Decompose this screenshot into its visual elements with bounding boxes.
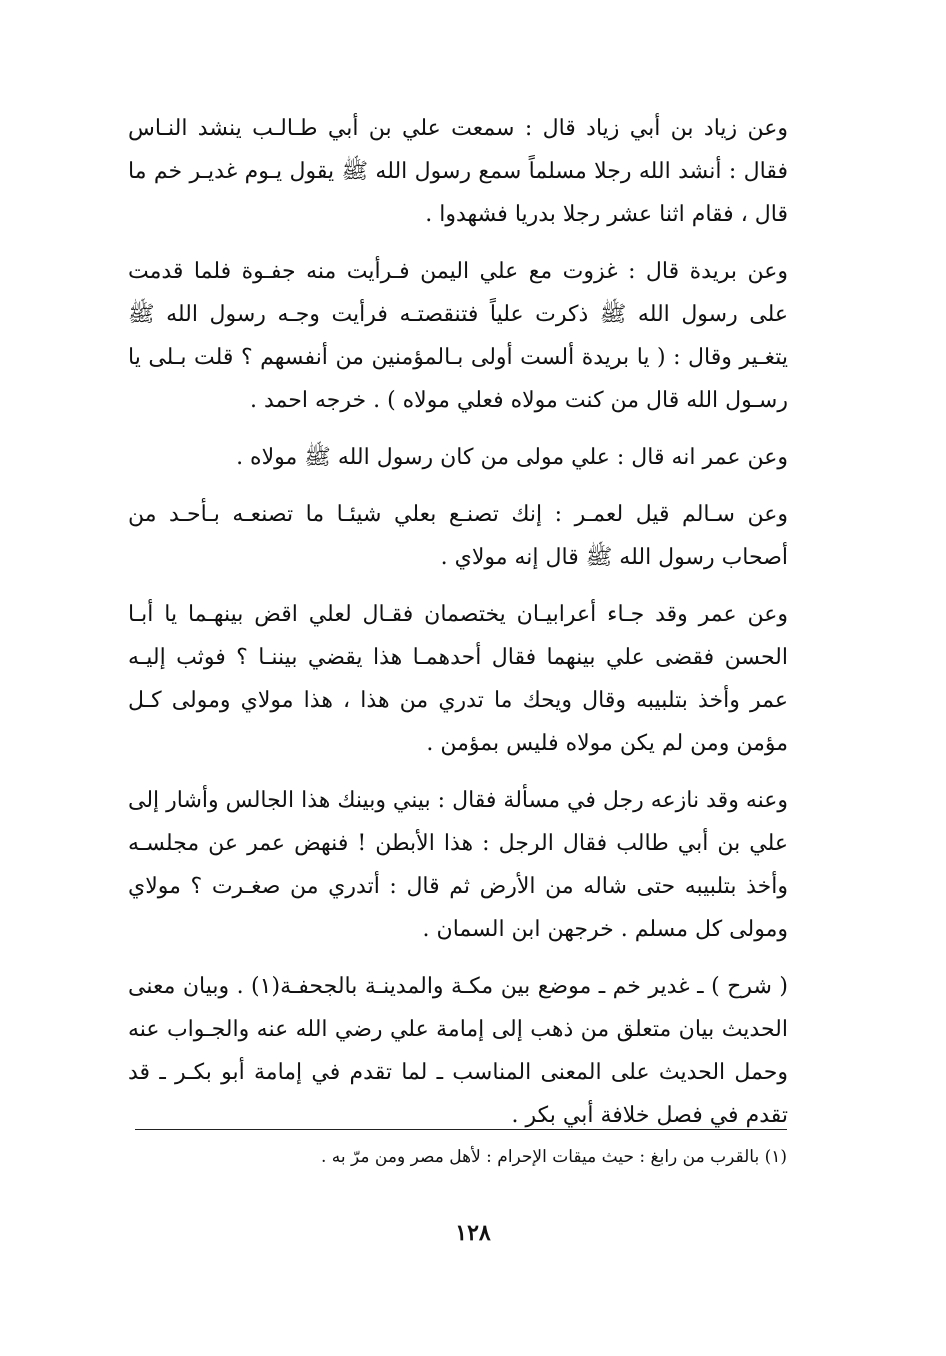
footnote-divider bbox=[135, 1129, 787, 1130]
paragraph-6: وعنه وقد نازعه رجل في مسألة فقال : بيني وبينك هذا الجالس وأشار إلى علي بن أبي طالب فقال الرجل : هذا الأبطن ! فنهض عمر عن مجلسـه وأخذ بتلبيبه حتى شاله من الأرض ثم قال : أتدري من صغـرت ؟ مولاي ومولى كل مسلم . خرجهن ابن السمان . bbox=[128, 788, 788, 942]
page-number: ١٢٨ bbox=[455, 1220, 491, 1246]
paragraph-3: وعن عمر انه قال : علي مولى من كان رسول الله ﷺ مولاه . bbox=[236, 445, 788, 470]
paragraph-4: وعن سـالم قيل لعمـر : إنك تصنـع بعلي شيئـا ما تصنعـه بـأحـد من أصحاب رسول الله ﷺ قال إنه مولاي . bbox=[128, 502, 788, 570]
paragraph-2: وعن بريدة قال : غزوت مع علي اليمن فـرأيت منه جفـوة فلما قدمت على رسول الله ﷺ ذكرت علياً فتنقصتـه فرأيت وجـه رسول الله ﷺ يتغـير وقال : ( يا بريدة ألست أولى بـالمؤمنين من أنفسهم ؟ قلت بـلى يا رسـول الله قال من كنت مولاه فعلي مولاه ) . خرجه احمد . bbox=[128, 259, 788, 413]
paragraph-5: وعن عمر وقد جـاء أعرابيـان يختصمان فقـال لعلي اقض بينهـما يا أبـا الحسن فقضى علي بينهما فقال أحدهمـا هذا يقضي بيننـا ؟ فوثب إليـه عمر وأخذ بتلبيبه وقال ويحك ما تدري من هذا ، هذا مولاي ومولى كـل مؤمن ومن لم يكن مولاه فليس بمؤمن . bbox=[128, 602, 788, 756]
paragraph-1: وعن زياد بن أبي زياد قال : سمعت علي بن أبي طـالـب ينشد النـاس فقال : أنشد الله رجلا مسلماً سمع رسول الله ﷺ يقول يـوم غديـر خم ما قال ، فقام اثنا عشر رجلا بدريا فشهدوا . bbox=[128, 116, 788, 227]
main-text bbox=[128, 107, 788, 1151]
footnote: (١) بالقرب من رابغ : حيث ميقات الإحرام : لأهل مصر ومن مرّ به . bbox=[320, 1147, 787, 1167]
paragraph-7: ( شرح ) ـ غدير خم ـ موضع بين مكـة والمدينـة بالجحفـة(١) . وبيان معنى الحديث بيان متعلق من ذهب إلى إمامة علي رضي الله عنه والجـواب عنه وحمل الحديث على المعنى المناسب ـ لما تقدم في إمامة أبو بكـر ـ قد تقدم في فصل خلافة أبي بكر . bbox=[128, 974, 788, 1128]
